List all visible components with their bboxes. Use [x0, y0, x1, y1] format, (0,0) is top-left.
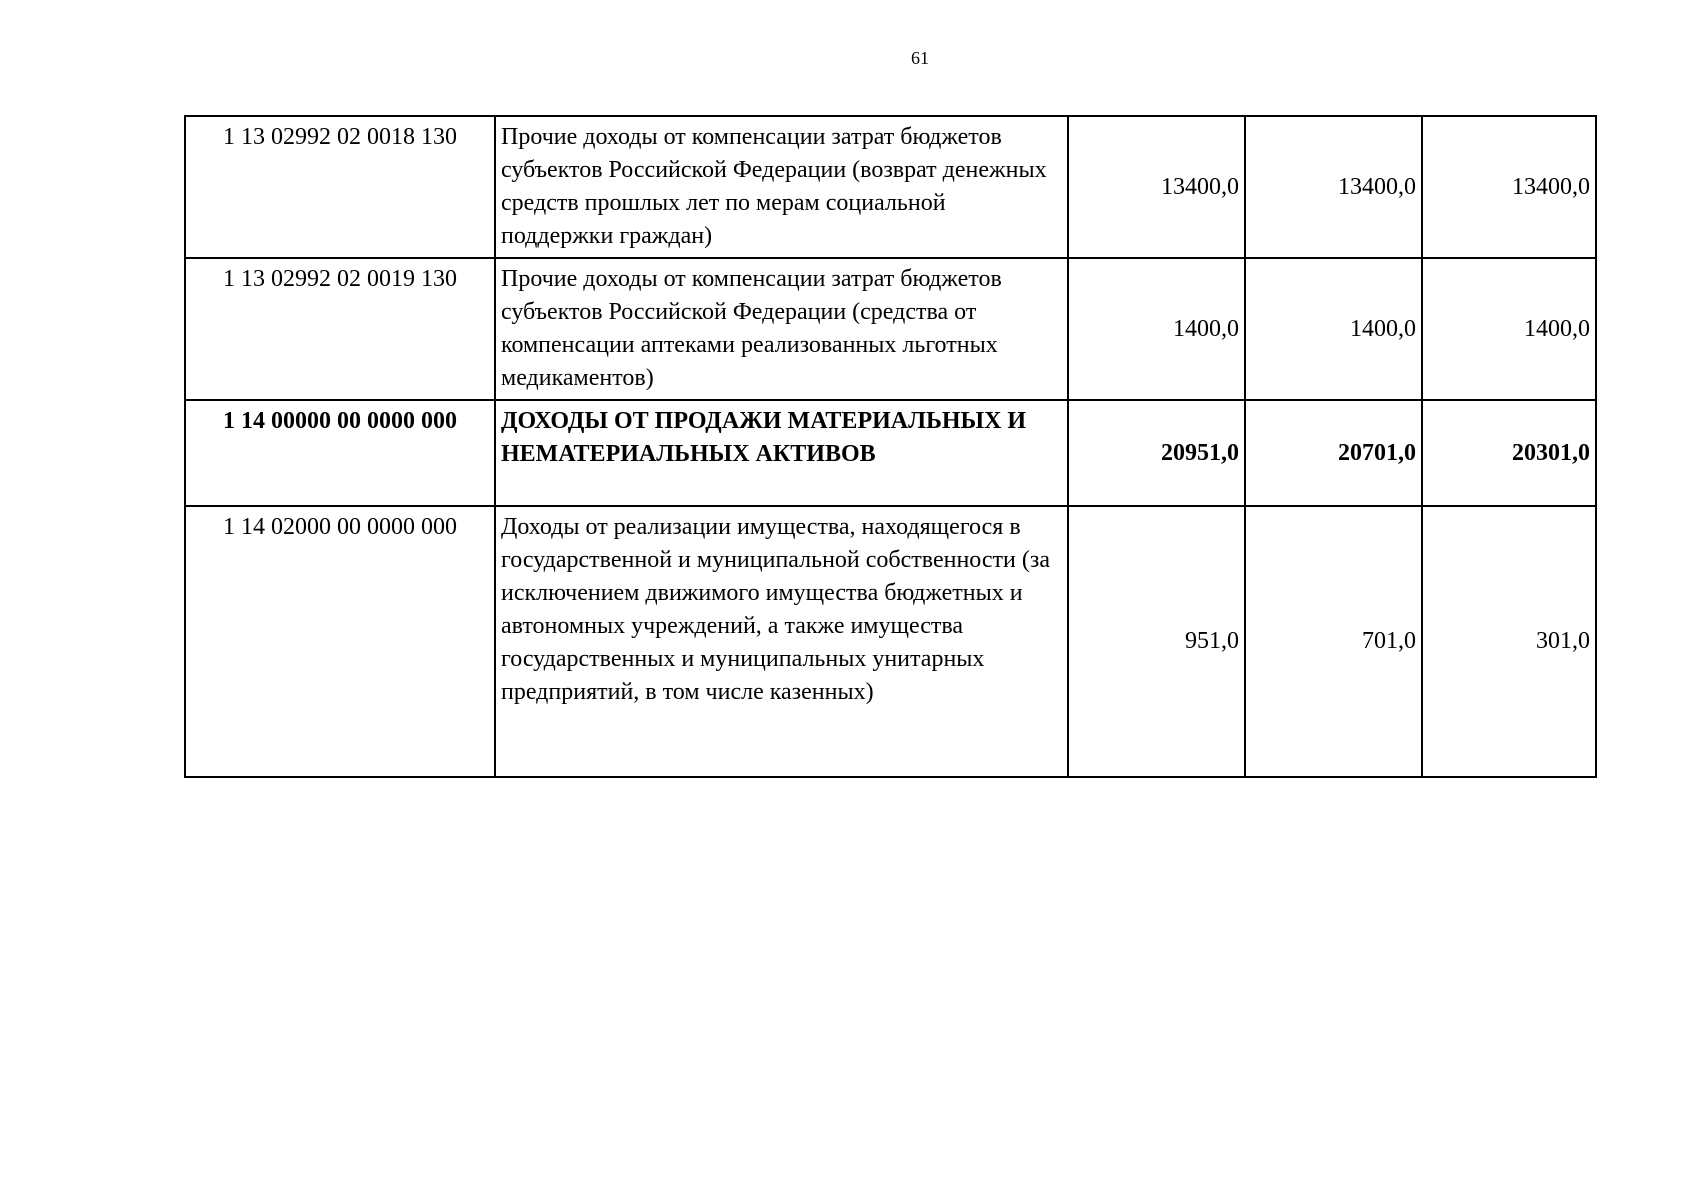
value-year-2: 701,0 [1245, 506, 1422, 777]
table-row [185, 116, 1596, 258]
value-year-1: 20951,0 [1068, 400, 1245, 506]
revenue-description: Прочие доходы от компенсации затрат бюджетов субъектов Российской Федерации (возврат денежных средств прошлых лет по мерам социальной поддержки граждан) [495, 116, 1068, 258]
value-year-1: 1400,0 [1068, 258, 1245, 400]
value-year-2: 1400,0 [1245, 258, 1422, 400]
revenue-description: ДОХОДЫ ОТ ПРОДАЖИ МАТЕРИАЛЬНЫХ И НЕМАТЕРИАЛЬНЫХ АКТИВОВ [495, 400, 1068, 506]
value-year-3: 13400,0 [1422, 116, 1596, 258]
value-year-3: 301,0 [1422, 506, 1596, 777]
table-row-section-total [185, 400, 1596, 506]
revenue-description: Прочие доходы от компенсации затрат бюджетов субъектов Российской Федерации (средства от компенсации аптеками реализованных льготных медикаментов) [495, 258, 1068, 400]
value-year-2: 13400,0 [1245, 116, 1422, 258]
value-year-1: 13400,0 [1068, 116, 1245, 258]
revenue-table [184, 115, 1597, 778]
budget-code: 1 13 02992 02 0019 130 [185, 258, 495, 400]
value-year-1: 951,0 [1068, 506, 1245, 777]
table-row [185, 506, 1596, 777]
table-row [185, 258, 1596, 400]
value-year-3: 1400,0 [1422, 258, 1596, 400]
value-year-3: 20301,0 [1422, 400, 1596, 506]
budget-code: 1 14 02000 00 0000 000 [185, 506, 495, 777]
budget-code: 1 14 00000 00 0000 000 [185, 400, 495, 506]
revenue-description: Доходы от реализации имущества, находящегося в государственной и муниципальной собственности (за исключением движимого имущества бюджетных и автономных учреждений, а также имущества государственных и муниципальных унитарных предприятий, в том числе казенных) [495, 506, 1068, 777]
page-number: 61 [911, 48, 929, 68]
value-year-2: 20701,0 [1245, 400, 1422, 506]
budget-code: 1 13 02992 02 0018 130 [185, 116, 495, 258]
